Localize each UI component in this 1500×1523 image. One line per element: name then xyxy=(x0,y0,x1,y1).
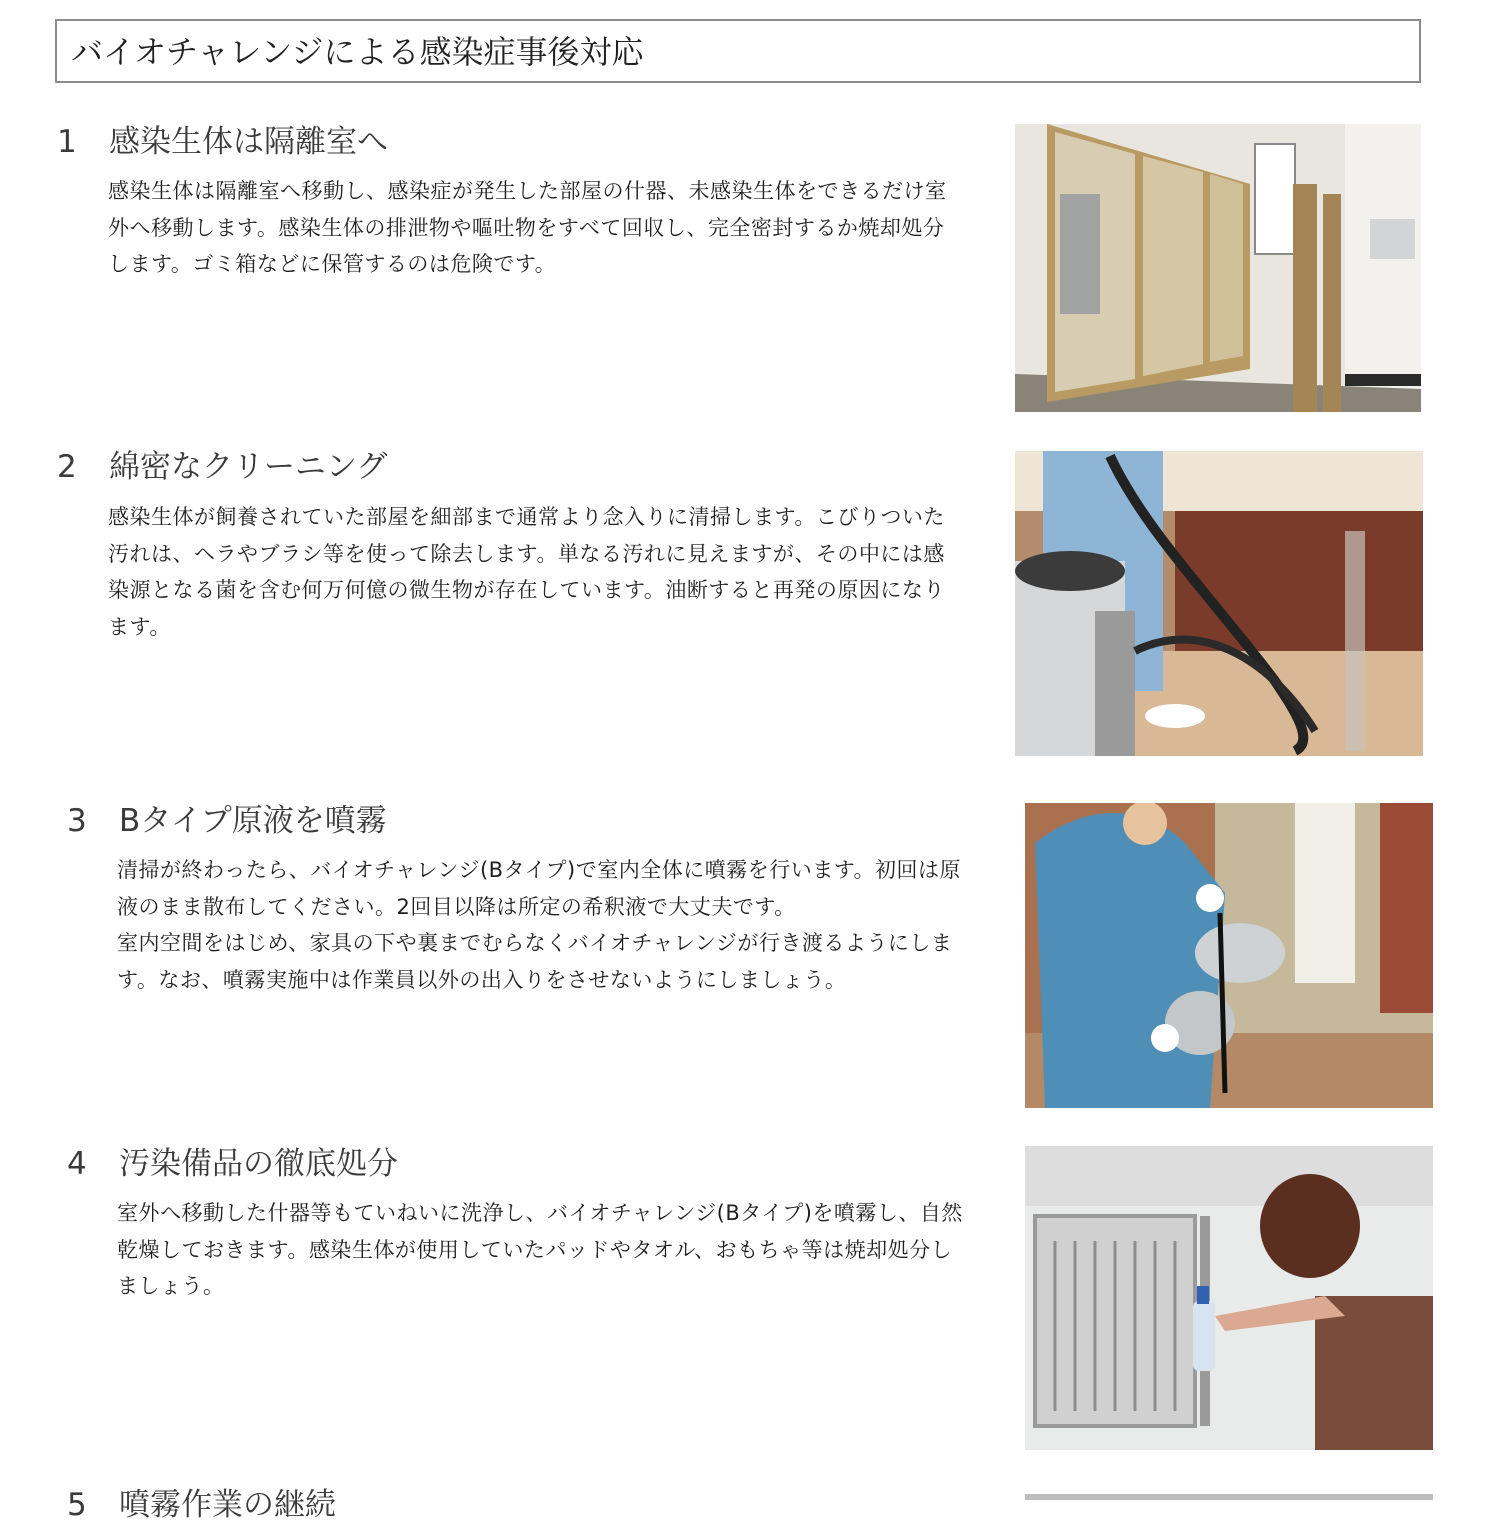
section-1-body xyxy=(108,173,958,283)
section-4-title: 汚染備品の徹底処分 xyxy=(119,1146,398,1182)
section-5-title: 噴霧作業の継続 xyxy=(119,1487,336,1523)
section-2-body xyxy=(108,499,958,645)
section-4-heading xyxy=(67,1146,398,1182)
section-5-heading xyxy=(67,1487,336,1523)
section-3-heading xyxy=(67,803,387,839)
section-4-paragraph: 室外へ移動した什器等もていねいに洗浄し、バイオチャレンジ(Bタイプ)を噴霧し、自然乾燥しておきます。感染生体が使用していたパッドやタオル、おもちゃ等は焼却処分しましょう。 xyxy=(117,1201,963,1298)
cage-spray-photo xyxy=(1025,1146,1433,1450)
section-3-number: 3 xyxy=(67,803,87,839)
section-1-heading xyxy=(57,124,388,160)
section-2-number: 2 xyxy=(57,449,77,485)
section-1-title: 感染生体は隔離室へ xyxy=(109,124,388,160)
section-1-paragraph: 感染生体は隔離室へ移動し、感染症が発生した部屋の什器、未感染生体をできるだけ室外へ移動します。感染生体の排泄物や嘔吐物をすべて回収し、完全密封するか焼却処分します。ゴミ箱などに保管するのは危険です。 xyxy=(108,179,947,276)
page-title: バイオチャレンジによる感染症事後対応 xyxy=(71,33,644,71)
isolation-room-photo xyxy=(1015,124,1421,412)
section-3-title: Bタイプ原液を噴霧 xyxy=(119,803,387,839)
section-3-body xyxy=(117,852,975,998)
section-2-heading xyxy=(57,449,387,485)
section-4-body xyxy=(117,1195,967,1305)
section-1-number: 1 xyxy=(57,124,77,160)
section-5-number: 5 xyxy=(67,1487,87,1523)
section-4-number: 4 xyxy=(67,1146,87,1182)
spraying-photo xyxy=(1025,803,1433,1108)
title-box xyxy=(55,19,1421,83)
section-2-title: 綿密なクリーニング xyxy=(109,449,388,485)
vacuum-cleaning-photo xyxy=(1015,451,1423,756)
section-3-paragraph-1: 清掃が終わったら、バイオチャレンジ(Bタイプ)で室内全体に噴霧を行います。初回は原液のまま散布してください。2回目以降は所定の希釈液で大丈夫です。 xyxy=(117,858,962,919)
section-5-photo xyxy=(1025,1494,1433,1500)
section-3-paragraph-2: 室内空間をはじめ、家具の下や裏までむらなくバイオチャレンジが行き渡るようにします。なお、噴霧実施中は作業員以外の出入りをさせないようにしましょう。 xyxy=(117,931,953,992)
section-2-paragraph: 感染生体が飼養されていた部屋を細部まで通常より念入りに清掃します。こびりついた汚れは、ヘラやブラシ等を使って除去します。単なる汚れに見えますが、その中には感染源となる菌を含む何万何億の微生物が存在しています。油断すると再発の原因になります。 xyxy=(108,505,945,639)
